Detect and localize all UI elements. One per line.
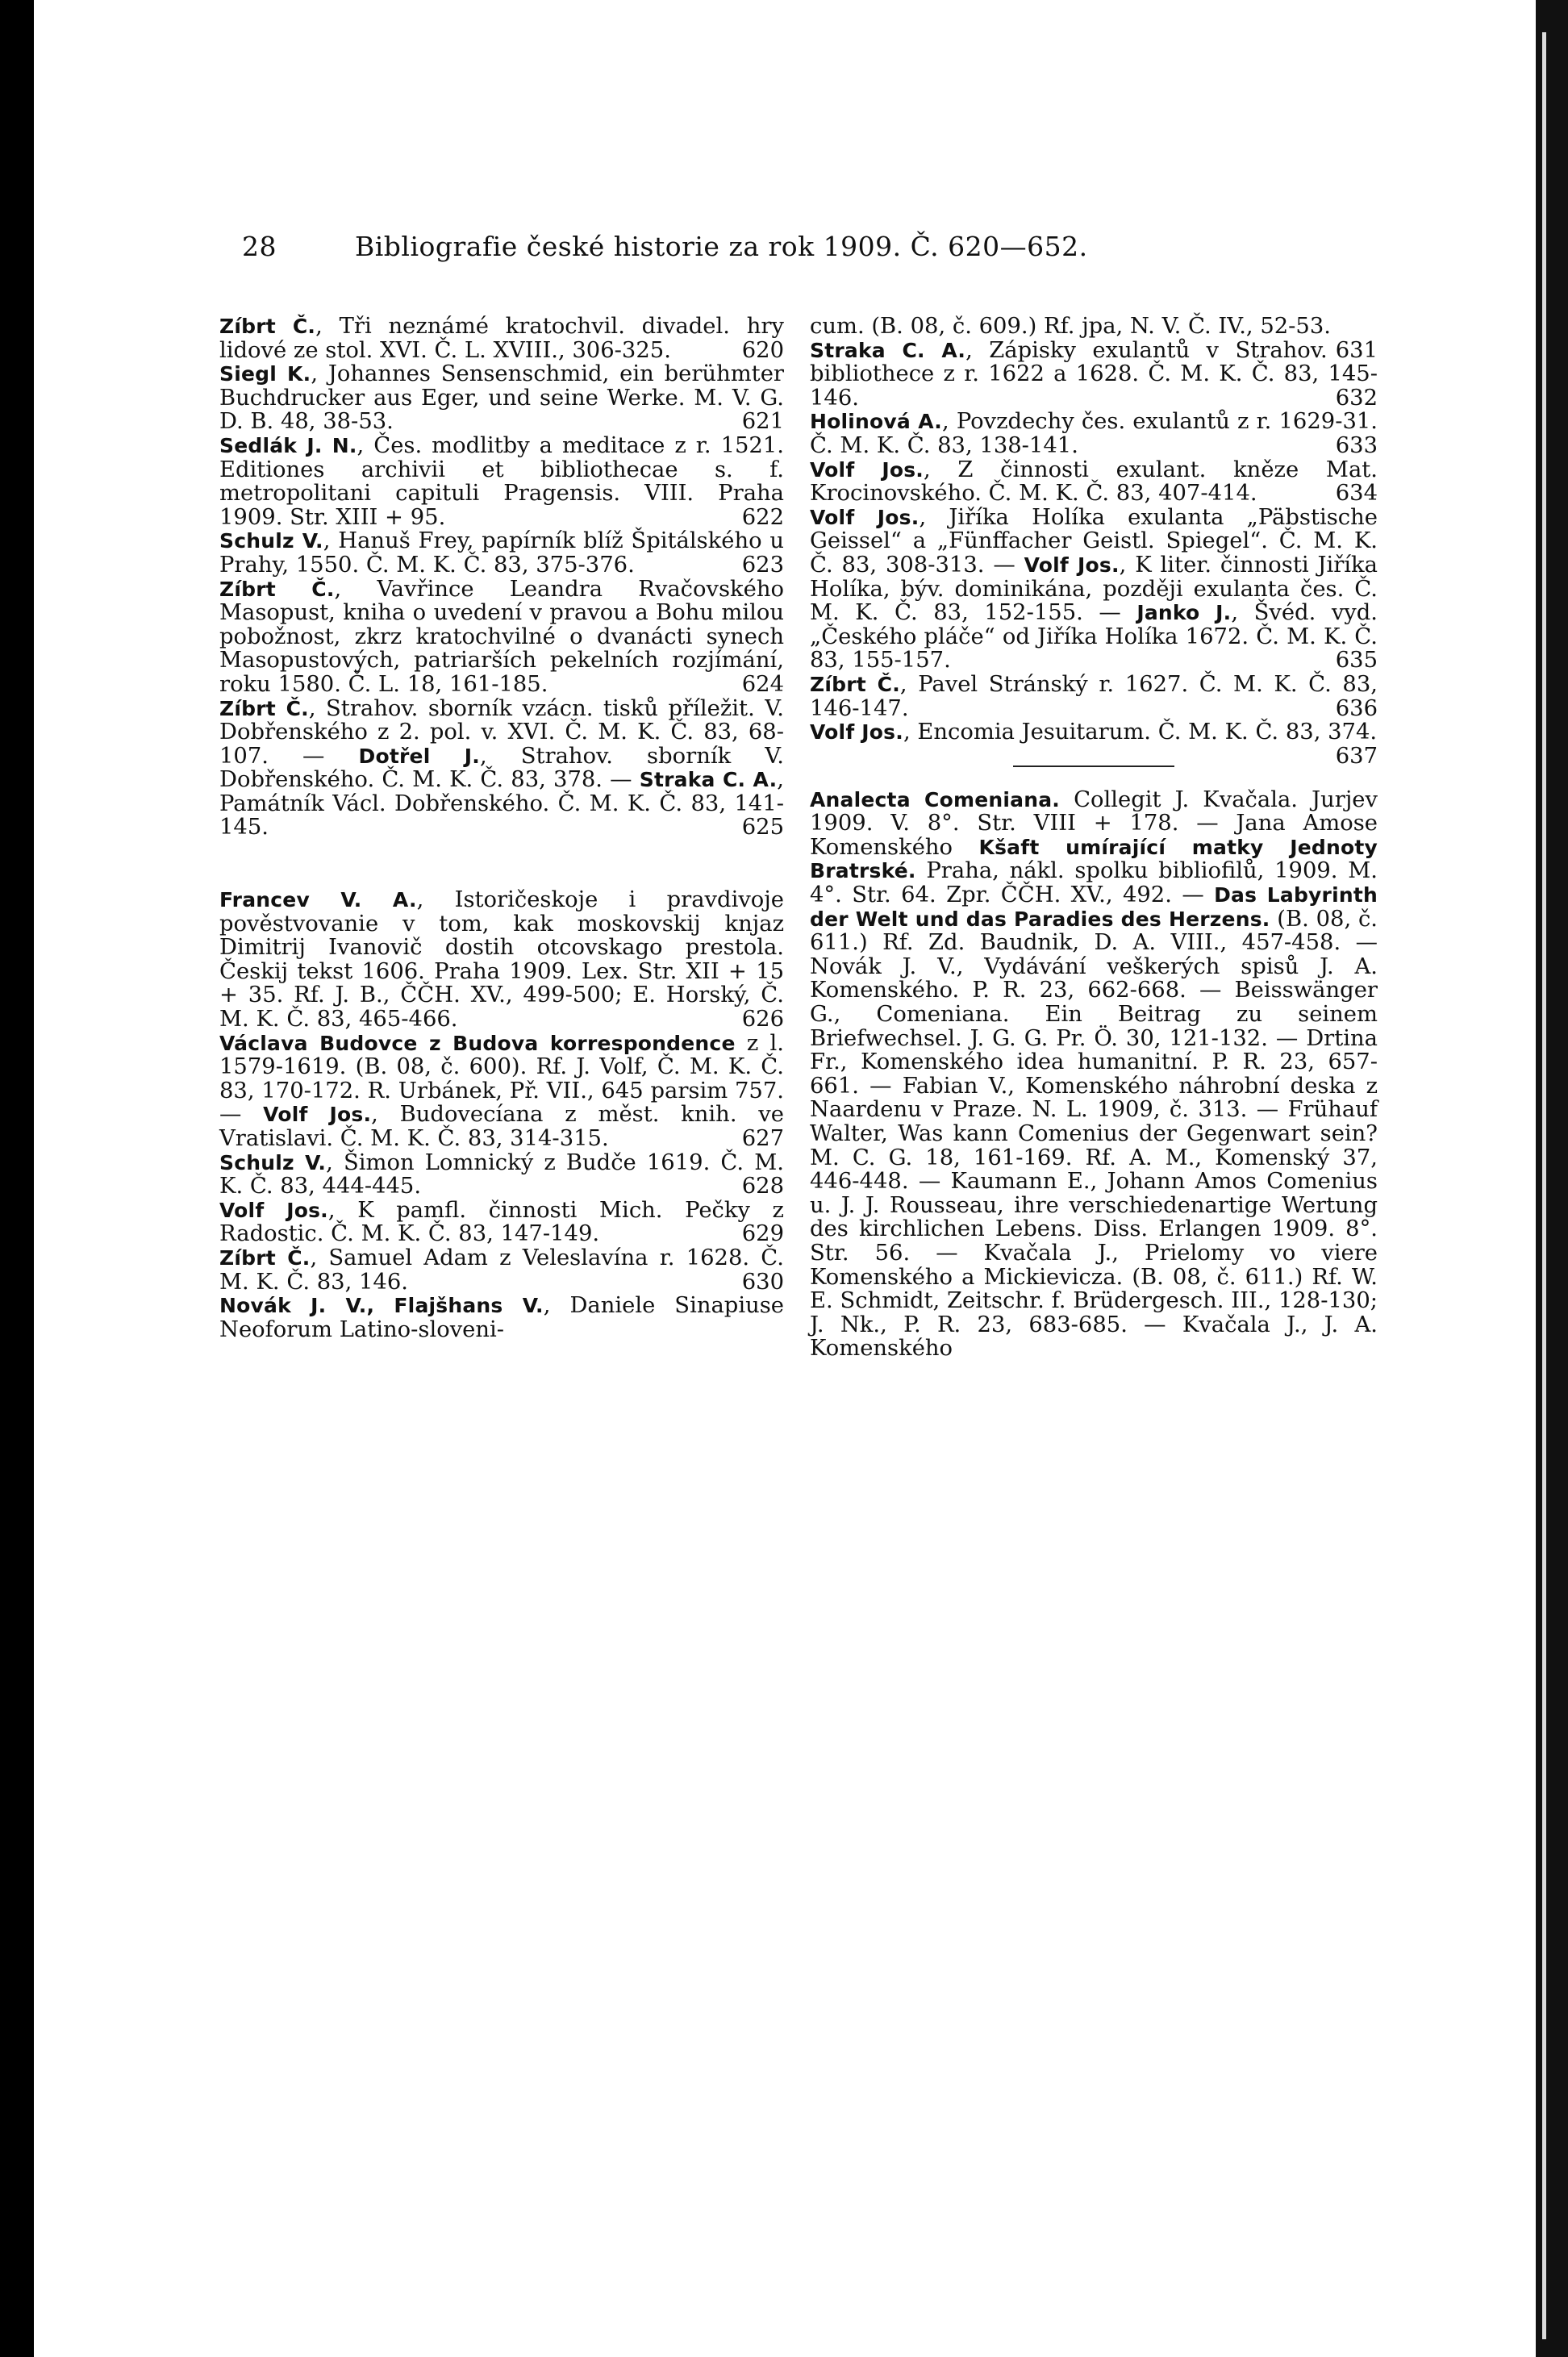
bibliography-entry	[810, 788, 1378, 1361]
entry-text: , Pavel Stránský r. 1627. Č. M. K. Č. 83, 146-147.	[810, 671, 1378, 721]
entry-author: Volf Jos.	[1024, 553, 1120, 577]
entry-text: , K pamfl. činnosti Mich. Pečky z Radostic. Č. M. K. Č. 83, 147-149.	[219, 1197, 784, 1247]
entry-author: Das Labyrinth der Welt und das Paradies des Herzens.	[810, 883, 1378, 931]
entry-author: Volf Jos.	[810, 720, 903, 745]
entry-text: (B. 08, č. 611.) Rf. Zd. Baudnik, D. A. VIII., 457-458. — Novák J. V., Vydávání veškerých spisů J. A. Komenského. P. R. 23, 662-668. — Beisswänger G., Comeniana. Ein Beitrag zu seinem Briefwechsel. J. G. G. Pr. Ö. 30, 121-132. — Drtina Fr., Komenského idea humanitní. P. R. 23, 657-661. — Fabian V., Komenského náhrobní deska z Naardenu v Praze. N. L. 1909, č. 313. — Frühauf Walter, Was kann Comenius der Gegenwart sein? M. C. G. 18, 161-169. Rf. A. M., Komenský 37, 446-448. — Kaumann E., Johann Amos Comenius u. J. J. Rousseau, ihre verschiedenartige Wertung des kirchlichen Lebens. Diss. Erlangen 1909. 8°. Str. 56. — Kvačala J., Prielomy vo viere Komenského a Mickievicza. (B. 08, č. 611.) Rf. W. E. Schmidt, Zeitschr. f. Brüdergesch. III., 128-130; J. Nk., P. R. 23, 683-685. — Kvačala J., J. A. Komenského	[810, 906, 1378, 1362]
entry-number: 620	[741, 337, 784, 363]
entry-text: , Švéd. vyd. „Českého pláče“ od Jiříka Holíka 1672. Č. M. K. Č. 83, 155-157.	[810, 600, 1378, 674]
entry-number: 635	[1335, 648, 1378, 674]
entry-author: Zíbrt Č.	[219, 315, 316, 338]
entry-text: , Hanuš Frey, papírník blíž Špitálského u Prahy, 1550. Č. M. K. Č. 83, 375-376.	[219, 528, 784, 578]
entry-number: 628	[741, 1174, 784, 1199]
bibliography-entry	[810, 410, 1378, 457]
entry-number: 624	[741, 671, 784, 697]
left-column	[219, 315, 784, 1341]
bibliography-entry	[219, 529, 784, 577]
entry-number: 623	[741, 552, 784, 578]
bibliography-entry	[219, 578, 784, 697]
entry-text: , Samuel Adam z Veleslavína r. 1628. Č. M. K. Č. 83, 146.	[219, 1245, 784, 1295]
entry-text: , Johannes Sensenschmid, ein berühmter Buchdrucker aus Eger, und seine Werke. M. V. G. D. B. 48, 38-53.	[219, 361, 784, 435]
entry-author: Holinová A.	[810, 410, 942, 434]
entry-text: , Čes. modlitby a meditace z r. 1521. Editiones archivii et bibliothecae s. f. metropolitani capituli Pragensis. VIII. Praha 1909. Str. XIII + 95.	[219, 432, 784, 530]
entry-text: , Tři neznámé kratochvil. divadel. hry lidové ze stol. XVI. Č. L. XVIII., 306-325.	[219, 314, 784, 363]
entry-text: , Encomia Jesuitarum. Č. M. K. Č. 83, 374.	[903, 720, 1378, 745]
entry-author: Janko J.	[1136, 601, 1232, 625]
entry-author: Straka C. A.	[639, 768, 778, 792]
bibliography-entry	[219, 315, 784, 362]
entry-text: , K liter. činnosti Jiříka Holíka, býv. dominikána, později exulanta čes. Č. M. K. Č. 83, 152-155. —	[810, 552, 1378, 626]
entry-text: , Jiříka Holíka exulanta „Päbstische Geissel“ a „Fünffacher Geistl. Spiegel“. Č. M. K. Č. 83, 308-313. —	[810, 504, 1378, 578]
entry-number: 636	[1335, 695, 1378, 721]
page-number: 28	[242, 231, 277, 262]
section-divider	[1013, 766, 1174, 767]
entry-author: Siegl K.	[219, 362, 311, 386]
scan-edge	[1536, 0, 1568, 2357]
entry-text: , Zápisky exulantů v Strahov. bibliothece z r. 1622 a 1628. Č. M. K. Č. 83, 145-146.	[810, 337, 1378, 411]
entry-author: Novák J. V., Flajšhans V.	[219, 1294, 544, 1318]
entry-number: 634	[1335, 481, 1378, 507]
right-column	[810, 315, 1378, 1361]
entry-author: Volf Jos.	[810, 457, 924, 482]
entry-text: Collegit J. Kvačala. Jurjev 1909. V. 8°. Str. VIII + 178. — Jana Amose Komenského	[810, 786, 1378, 860]
entry-author: Schulz V.	[219, 529, 323, 553]
entry-text: z l. 1579-1619. (B. 08, č. 600). Rf. J. Volf, Č. M. K. Č. 83, 170-172. R. Urbánek, Př. VII., 645 parsim 757. —	[219, 1030, 784, 1128]
entry-author: Kšaft umírající matky Jednoty Bratrské.	[810, 835, 1378, 883]
entry-author: Schulz V.	[219, 1150, 327, 1174]
running-title: Bibliografie české historie za rok 1909. Č. 620—652.	[355, 231, 1088, 262]
entry-text: , Istoričeskoje i pravdivoje pověstvovanie v tom, kak moskovskij knjaz Dimitrij Ivanovič dostih otcovskago prestola. Českij tekst 1606. Praha 1909. Lex. Str. XII + 15 + 35. Rf. J. B., ČČH. XV., 499-500; E. Horský, Č. M. K. Č. 83, 465-466.	[219, 887, 784, 1032]
entry-number: 633	[1335, 432, 1378, 458]
bibliography-entry	[810, 720, 1378, 769]
entry-number: 631	[1335, 337, 1378, 363]
entry-text: , Povzdechy čes. exulantů z r. 1629-31. Č. M. K. Č. 83, 138-141.	[810, 409, 1378, 458]
bibliography-entry	[810, 673, 1378, 720]
entry-author: Volf Jos.	[810, 505, 920, 529]
running-header	[242, 231, 1274, 274]
entry-author: Zíbrt Č.	[219, 577, 335, 601]
entry-text: , Daniele Sinapiuse Neoforum Latino-sloveni-	[219, 1293, 785, 1342]
entry-number: 625	[741, 815, 784, 841]
entry-number: 627	[741, 1126, 784, 1151]
entry-text: , Vavřince Leandra Rvačovského Masopust, kniha o uvedení v pravou a Bohu milou pobožnost, zkrz kratochvilné o dvanácti synech Masopustových, patriarších pekelních rozjímání, roku 1580. Č. L. 18, 161-185.	[219, 576, 784, 697]
entry-number: 626	[741, 1007, 784, 1032]
entry-number: 629	[741, 1221, 784, 1247]
bibliography-entry	[219, 362, 784, 434]
bibliography-entry	[219, 434, 784, 529]
entry-number: 630	[741, 1269, 784, 1295]
entry-author: Dotřel J.	[358, 744, 480, 768]
entry-text: , Strahov. sborník V. Dobřenského. Č. M. K. Č. 83, 378. —	[219, 743, 784, 793]
entry-text: cum. (B. 08, č. 609.) Rf. jpa, N. V. Č. IV., 52-53.	[810, 314, 1331, 339]
entry-author: Zíbrt Č.	[219, 696, 309, 720]
entry-number: 637	[1335, 743, 1378, 769]
entry-author: Zíbrt Č.	[219, 1245, 311, 1270]
entry-author: Václava Budovce z Budova korrespondence	[219, 1031, 736, 1055]
bibliography-entry	[810, 506, 1378, 673]
entry-author: Sedlák J. N.	[219, 433, 357, 457]
bibliography-entry	[219, 888, 784, 1032]
bibliography-entry	[219, 1151, 784, 1199]
entry-author: Straka C. A.	[810, 338, 966, 362]
entry-text: , Šimon Lomnický z Budče 1619. Č. M. K. Č. 83, 444-445.	[219, 1149, 785, 1199]
entry-author: Francev V. A.	[219, 888, 417, 912]
bibliography-entry	[219, 1294, 784, 1341]
entry-text: , Z činnosti exulant. kněze Mat. Krocinovského. Č. M. K. Č. 83, 407-414.	[810, 457, 1378, 507]
bibliography-entry	[810, 339, 1378, 411]
entry-text: , Památník Václ. Dobřenského. Č. M. K. Č. 83, 141-145.	[219, 767, 784, 841]
bibliography-entry	[219, 1032, 784, 1151]
bibliography-entry	[219, 1199, 784, 1246]
entry-number: 622	[741, 504, 784, 530]
entry-author: Zíbrt Č.	[810, 672, 900, 696]
bibliography-entry	[810, 458, 1378, 506]
entry-author: Analecta Comeniana.	[810, 787, 1060, 811]
entry-text: , Budovecíana z měst. knih. ve Vratislavi. Č. M. K. Č. 83, 314-315.	[219, 1102, 784, 1151]
bibliography-entry	[219, 697, 784, 841]
bibliography-entry	[219, 1246, 784, 1294]
entry-text: Praha, nákl. spolku bibliofilů, 1909. M. 4°. Str. 64. Zpr. ČČH. XV., 492. —	[810, 858, 1378, 908]
entry-number: 632	[1335, 385, 1378, 411]
entry-author: Volf Jos.	[219, 1198, 328, 1222]
entry-number: 621	[741, 409, 784, 435]
entry-author: Volf Jos.	[263, 1103, 372, 1127]
entry-text: , Strahov. sborník vzácn. tisků příležit. V. Dobřenského z 2. pol. v. XVI. Č. M. K. Č. 83, 68-107. —	[219, 695, 784, 769]
